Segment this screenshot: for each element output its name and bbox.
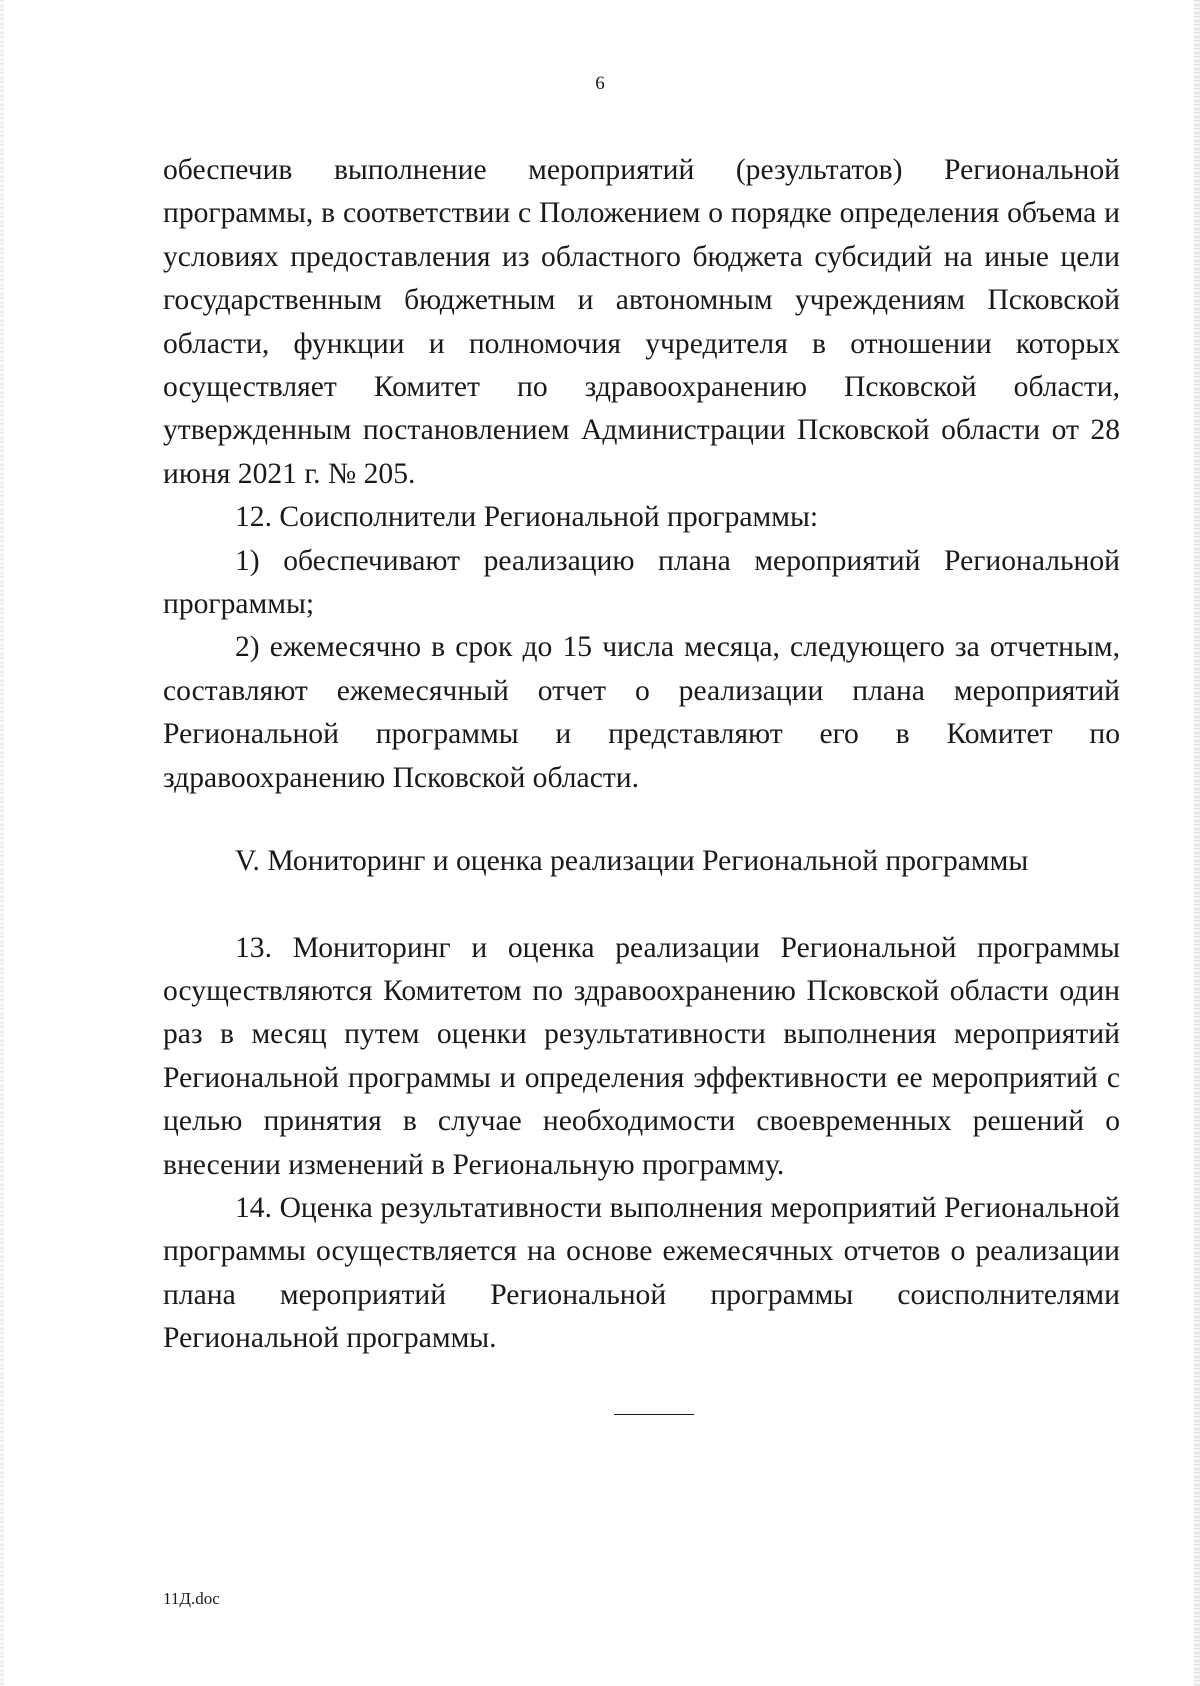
scan-edge-left: [0, 0, 4, 1686]
section-heading: V. Мониторинг и оценка реализации Региональной программы: [235, 845, 1029, 878]
end-of-document-rule: [614, 1414, 694, 1415]
document-body: [163, 149, 1120, 1361]
file-name-footer: 11Д.doc: [163, 1589, 220, 1608]
paragraph-item-14: 14. Оценка результативности выполнения мероприятий Региональной программы осуществляется на основе ежемесячных отчетов о реализации плана мероприятий Региональной программы соисполнителями Региональной программы.: [163, 1191, 1120, 1355]
paragraph-subitem-2: 2) ежемесячно в срок до 15 числа месяца, следующего за отчетным, составляют ежемесячный отчет о реализации плана мероприятий Региональной программы и представляют его в Комитет по здравоохранению Псковской области.: [163, 631, 1120, 794]
paragraph-item-13: 13. Мониторинг и оценка реализации Региональной программы осуществляются Комитетом по здравоохранению Псковской области один раз в месяц путем оценки результативности выполнения мероприятий Региональной программы и определения эффективности ее мероприятий с целью принятия в случае необходимости своевременных решений о внесении изменений в Региональную программу.: [163, 931, 1120, 1181]
scan-edge-right: [1194, 0, 1200, 1686]
paragraph-continuation: обеспечив выполнение мероприятий (результатов) Региональной программы, в соответствии с Положением о порядке определения объема и условиях предоставления из областного бюджета субсидий на иные цели государственным бюджетным и автономным учреждениям Псковской области, функции и полномочия учредителя в отношении которых осуществляет Комитет по здравоохранению Псковской области, утвержденным постановлением Администрации Псковской области от 28 июня 2021 г. № 205.: [163, 154, 1120, 490]
spacer: [163, 800, 1120, 840]
page-number: 6: [595, 73, 605, 94]
spacer: [163, 884, 1120, 927]
paragraph-subitem-1: 1) обеспечивают реализацию плана мероприятий Региональной программы;: [163, 544, 1120, 621]
paragraph-item-12: 12. Соисполнители Региональной программы:: [235, 501, 819, 534]
